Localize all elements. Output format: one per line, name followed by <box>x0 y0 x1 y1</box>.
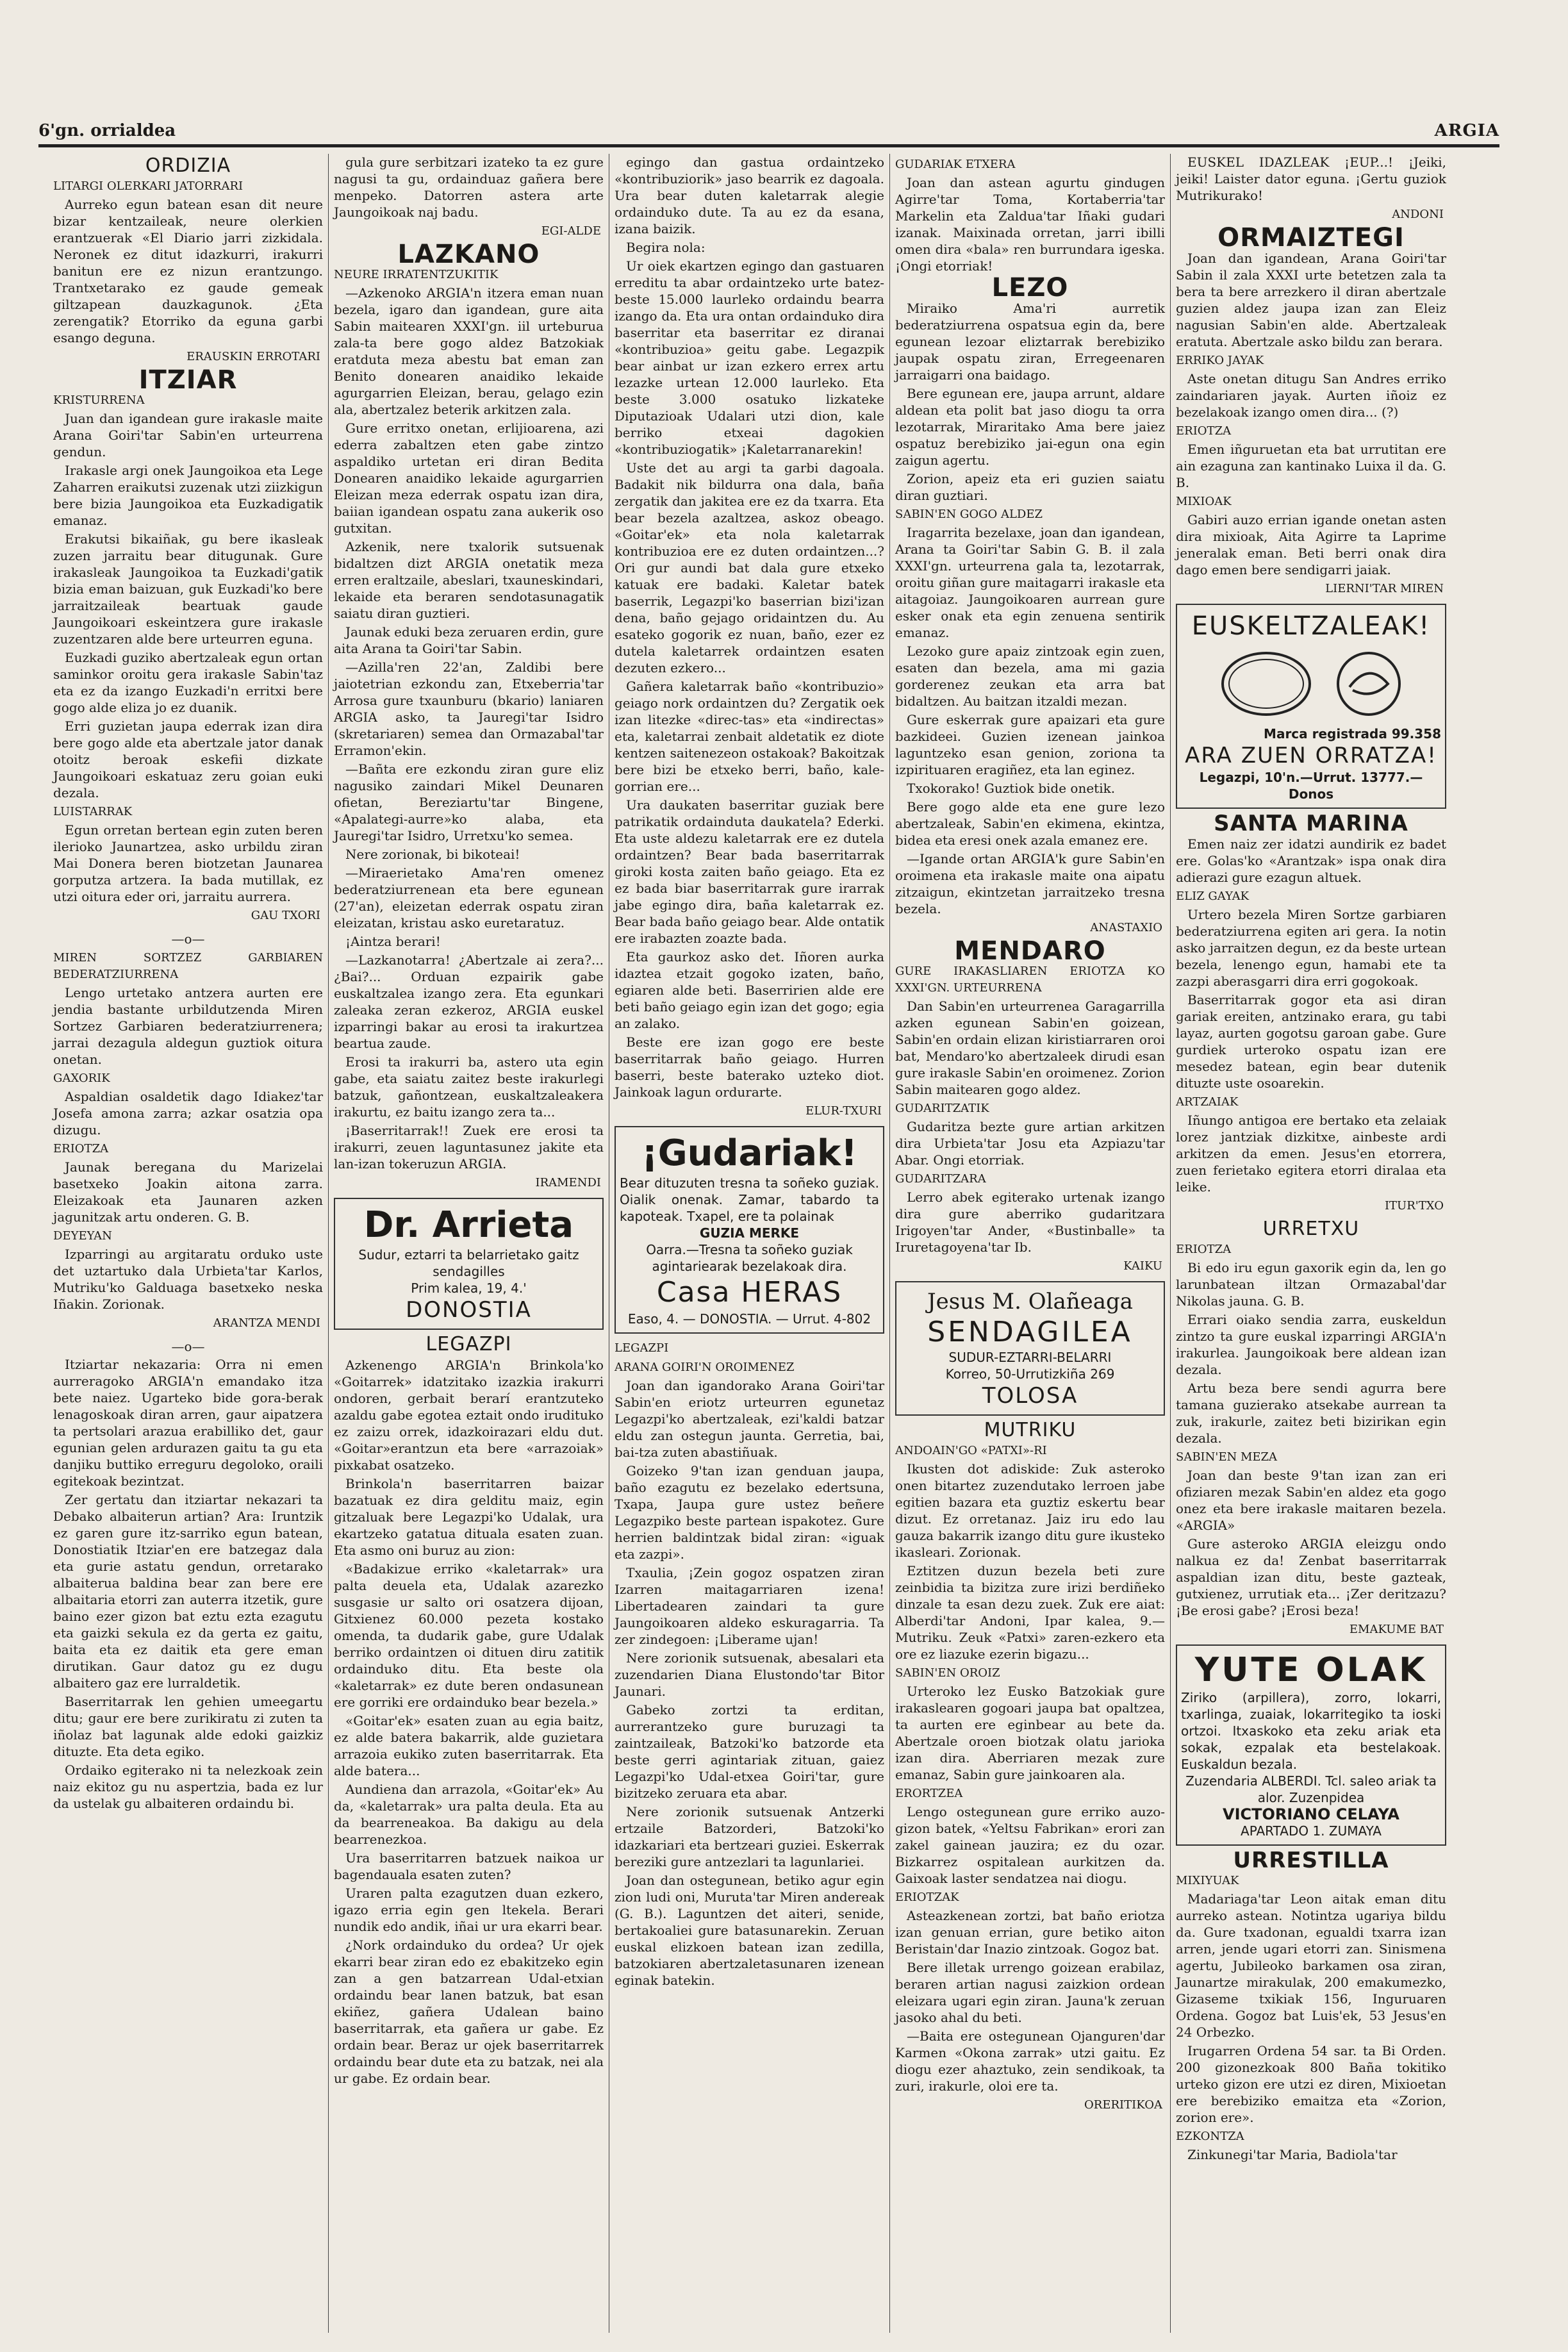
column-3 <box>609 154 890 2333</box>
paragraph: Euzkadi guziko abertzaleak egun ortan saminkor oroitu gera irakasle Sabin'taz eta ez da izango Euzkadi'n erritxi bere gogo alde eliza jo ez duanik. <box>53 650 323 715</box>
paragraph: Txokorako! Guztiok bide onetik. <box>907 781 1116 796</box>
subhead: GUDARIAK ETXERA <box>895 158 1016 171</box>
paragraph: ¡Aintza berari! <box>345 934 441 949</box>
paragraph: Emen iñguruetan eta bat urrutitan ere ain ezaguna zan kantinako Luixa il da. G. B. <box>1176 442 1446 490</box>
signature: ANASTAXIO <box>1090 921 1162 934</box>
paragraph: Joan dan ostegunean, betiko agur egin zion ludi oni, Muruta'tar Miren andereak (G. B.). Laguntzen det aiteri, senide, bertakoaliei gure batasunarekin. Zeruan euskal elizkoen batean izan zedilla, batzokiaren abertzaletasunaren izenean eginak batekin. <box>615 1873 884 1988</box>
paragraph: Zer gertatu dan itziartar nekazari ta Debako albaiterun artian? Ara: Iruntzik ez garen gure itz-sarriko egun batean, Donostiatik Itziar'en ere batzegaz dala eta gurie astatu gendun, orretarako albaiterua baldina bear zan bere ere albaitaria etorri zan auterra itzetik, gure baino ezer gizon bat eztu ezta ezagutu eta gaizki sekula ez da gerta ez gaitu, baita eta ez daitik eta gere eman dirutikan. Gaur datoz gu ez dugu albaitero gaz ere lurraldetik. <box>53 1492 323 1691</box>
paragraph: —Lazkanotarra! ¿Abertzale ai zera?... ¿Bai?... Orduan ezpairik gabe euskaltzalea izango zera. Eta egunkari zaleaka zeran ezkeroz, ARGIA euskel izparringi bakar au erosi ta irakurtzea beartua zaude. <box>334 952 604 1051</box>
paragraph: ¡Baserritarrak!! Zuek ere erosi ta irakurri, zeuen laguntasunez jakite eta lan-izan tokeruzun ARGIA. <box>334 1123 604 1172</box>
paragraph: Urteroko lez Eusko Batzokiak gure irakaslearen gogoari jaupa bat opaltzea, ta aurten ere eginbear au bete da. Abertzale oroen biotzak olatu jarioka izan dira. Aberriaren mezak zure emanaz, Sabin gure jainkoaren ala. <box>895 1684 1165 1782</box>
subhead: GUDARITZARA <box>895 1172 986 1186</box>
subhead: ELIZ GAYAK <box>1176 890 1250 903</box>
ad-line: Marca registrada 99.358 <box>1264 726 1441 741</box>
ad-text: Bear dituzuten tresna ta soñeko guziak. Oialik onenak. Zamar, tabardo ta kapoteak. Txapel, ere ta polainak <box>620 1175 879 1224</box>
paragraph: Uste det au argi ta garbi dagoala. Badakit nik bildurra ona dala, baña zergatik dan jakitea ere ez da txarra. Eta bear bezela azaltzea, askoz obeago. «Goitar'ek» eta nola kaletarrak kontribuzioa ere ez duten ordaintzen...? Ori gur aundi bat dala gure etxeko katuak ere badaki. Kaletar batek baserrik, Legazpi'ko baserrian bizi'izan dena, baño gejago oridaintzen du. Au esateko gogorik ez nuan, baño, ezer ez dutela kaletarrek ordaintzen esaten dezuten ezkero... <box>615 460 884 675</box>
paragraph: Egun orretan bertean egin zuten beren ilerioko Jaunartzea, asko urbildu ziran Mai Donera beren biotzetan Jaunarea gorputza artzera. Ia bada mutillak, ez utzi oitura eder ori, jarraitu aurrera. <box>53 822 323 904</box>
paragraph: ¿Nork ordainduko du ordea? Ur ojek ekarri bear ziran edo ez ebakitzeko egin zan a gen batzarrean Udal-etxian ordaindu bear lanen batzuk, bat esan ekiñez, gañera Udalean baino baserritarrak, eta gañera ur gabe. Ez ordain bear. Beraz ur ojek baserritarrek ordaindu bear dute eta zu batzak, nei ala ur gabe. Ez ordain bear. <box>334 1937 604 2086</box>
advertisement-olaneaga <box>895 1281 1165 1416</box>
paragraph: Brinkola'n baserritarren baizar bazatuak ez dira gelditu maiz, egin gitzaluak bere Legazpi'ko Udalak, ura ekartzeko gatatua dituala esaten zuan. Eta asmo oni buruz au zion: <box>334 1476 604 1558</box>
paragraph: Baserritarrak len gehien umeegartu ditu; gaur ere bere zurikiratu zi zuten ta iñolaz bat lagunak alde edoki gaizkiz dituzte. Eta deta egiko. <box>53 1694 323 1759</box>
page-header <box>38 112 1499 147</box>
paragraph: Nere zorionik sutsuenak Antzerki ertzaile Batzorderi, Batzoki'ko idazkariari eta bertzeari guziei. Eskerrak bereziki gure antzezlari ta lagunlariei. <box>615 1804 884 1869</box>
subhead: ERORTZEA <box>895 1787 963 1800</box>
subhead: GUDARITZATIK <box>895 1102 989 1115</box>
ad-text: Ziriko (arpillera), zorro, lokarri, txarlinga, zuaiak, lokarritegiko ta ioski ortzoi. Itxaskoko eta zeku ariak eta sokak, ezpalak eta bestelakoak. Euskaldun bezala. <box>1181 1690 1441 1772</box>
paragraph: Txaulia, ¡Zein gogoz ospatzen ziran Izarren maitagarriaren izena! Libertadearen zaindari ta gure Jaungoikoaren aldeko eskuragarria. Ta zer zindegoen: ¡Liberame ujan! <box>615 1565 884 1647</box>
subhead: GURE IRAKASLIAREN ERIOTZA KO XXXI'GN. URTEURRENA <box>895 965 1165 995</box>
subhead: SABIN'EN GOGO ALDEZ <box>895 508 1043 521</box>
section-title-legazpi: LEGAZPI <box>425 1333 512 1355</box>
paragraph: Eta gaurkoz asko det. Iñoren aurka idaztea etzait gogoko izaten, baño, egiaren alde beti. Baserririen alde ere beti baño geiago egin izan det gogo; egia an zalako. <box>615 949 884 1031</box>
paragraph: Erri guzietan jaupa ederrak izan dira bere gogo alde eta abertzale jator danak otoitz beroak eskefii dizkate Jaungoikoari eskatuaz zeru goian euki dezala. <box>53 718 323 800</box>
paragraph: Aurreko egun batean esan dit neure bizar kentzaileak, neure olerkien erantzuerak «El Diario jarri zizkidala. Neronek ez ditut idazkurri, irakurri banitun ere ez nizun erantzungo. Trantxetarako ez gaude gemeak giltzapean dauzkagunok. ¿Eta zerengatik? Etorriko da eguna garbi esango deguna. <box>53 197 323 345</box>
paragraph: Joan dan astean agurtu gindugen Agirre'tar Toma, Kortaberria'tar Markelin eta Zaldua'tar Iñaki gudari izanak. Maixinada orretan, jarri ibilli omen dira «bala» ren burrundara igeska. ¡Ongi etorriak! <box>895 175 1165 274</box>
paragraph: «Badakizue erriko «kaletarrak» ura palta deuela eta, Udalak azarezko susgasie ur salto ori osatzera dijoan, Gitxienez 60.000 pezeta kostako omenda, ta dudarik gabe, gure Udalak berriko ordaintzen oi dituen diru zatitik ordainduko ditu. Eta beste ola «kaletarrak» ez dute beren ondasunean ere gorriki ere ordainduko bear bezela.» <box>334 1561 604 1710</box>
subhead: KRISTURRENA <box>53 393 145 407</box>
paragraph: Joan dan igandean, Arana Goiri'tar Sabin il zala XXXI urte betetzen zala ta bera ta bere arrezkero il diran abertzale guzien aldez jaupa izan zan Eleiz nagusian Sabin'en alde. Abertzaleak eratuta. Abertzale asko bildu zan berara. <box>1176 251 1446 349</box>
ad-line: Sudur, eztarri ta belarrietako gaitz <box>358 1247 579 1263</box>
paragraph: Miraiko Ama'ri aurretik bederatziurrena ospatsua egin da, bere egunean lezoar eliztarrak berebiziko jaupak ospatu ziran, Erregeenaren jarraigarri ona baidago. <box>895 301 1165 383</box>
subhead: NEURE IRRATENTZUKITIK <box>334 268 499 281</box>
paragraph: Erakutsi bikaiñak, gu bere ikasleak zuzen jarraitu bear ditugunak. Gure irakasleak Jaungoikoa ta Euzkadi'gatik bizia eman baizuan, guk Euzkadi'ko bere jarraitzaileak beartuak gaude Jaungoikoari eskeintzera gure irakasle zuzentzaren alde bere urteurren eguna. <box>53 531 323 647</box>
column-1 <box>48 154 329 2333</box>
ad-title: YUTE OLAK <box>1194 1651 1428 1689</box>
paragraph: Aspaldian osaldetik dago Idiakez'tar Josefa amona zarra; azkar osatzia opa dizugu. <box>53 1089 323 1138</box>
paragraph: Ura baserritarren batzuek naikoa ur bagendauala esaten zuten? <box>334 1850 604 1882</box>
paragraph: Baserritarrak gogor eta asi diran gariak ereiten, antzinako erara, gu tabi layaz, aurten gogotsu garoan gabe. Gure gurdiek urteroko ospatu izan ere mesedez batean, egin bear dutenik dituzte uste osoarekin. <box>1176 992 1446 1091</box>
ad-city: DONOSTIA <box>406 1297 532 1323</box>
paragraph: «Goitar'ek» esaten zuan au egia baitz, ez alde batera bakarrik, alde guzietara arrazoia eukiko zuten baserritarrak. Eta alde batera... <box>334 1713 604 1778</box>
section-title-lazkano: LAZKANO <box>397 240 540 269</box>
section-title-itziar: ITZIAR <box>138 365 238 395</box>
paragraph: Bere gogo alde eta ene gure lezo abertzaleak, Sabin'en ekimena, ekintza, bidea eta eresi onek azala emanez ere. <box>895 799 1165 848</box>
signature: EMAKUME BAT <box>1349 1623 1444 1636</box>
section-title-mendaro: MENDARO <box>954 936 1106 966</box>
paragraph: Itziartar nekazaria: Orra ni emen aurreragoko ARGIA'n emandako itza bete naiez. Ugarteko bide gora-berak lenagoskoak diran arren, gaur aipatzera ta pertsolari arazua erabilliko det, gaur egunian gelen ardurazen gaitu ta gu eta danjiku buttiko erreguru degoloko, oraili egitekoak bezintzat. <box>53 1357 323 1489</box>
ad-name: Jesus M. Olañeaga <box>927 1289 1134 1314</box>
subhead: GAXORIK <box>53 1072 110 1085</box>
advertisement-euskeltzaleak <box>1176 604 1446 809</box>
arieta-logo-icon <box>1218 649 1314 719</box>
column-5 <box>1171 154 1451 2333</box>
separator: —o— <box>171 931 205 947</box>
subhead: MIREN SORTZEZ GARBIAREN BEDERATZIURRENA <box>53 951 323 981</box>
paragraph: Begira nola: <box>626 240 706 255</box>
subhead: ERRIKO JAYAK <box>1176 354 1264 367</box>
paragraph: Aundiena dan arrazola, «Goitar'ek» Au da, «kaletarrak» ura palta deula. Eta au da bearreneakoa. Ba dakigu au dela bearrenezkoa. <box>334 1782 604 1847</box>
ad-name: VICTORIANO CELAYA <box>1223 1805 1399 1823</box>
signature: ERAUSKIN ERROTARI <box>186 350 320 363</box>
paragraph: —Miraerietako Ama'ren omenez bederatziurrenean eta bere egunean (27'an), eleizetan ederrak ospatu ziran eleizatan, kristau asko euretaratuz. <box>334 865 604 931</box>
paragraph: Eztitzen duzun bezela beti zure zeinbidia ta bizitza zure irizi berdiñeko dinzale ta esan dezu zuek. Zuk ere aiat: Alberdi'tar Andoni, Ipar kalea, 9.—Mutriku. Zeuk «Patxi» zaren-ezkero eta ore ez liazuke ezerin bigazu... <box>895 1563 1165 1662</box>
paragraph: Zorion, apeiz eta eri guzien saiatu diran guztiari. <box>895 471 1165 503</box>
paragraph: Ikusten dot adiskide: Zuk asteroko onen bitartez zuzendutako lerroen jabe egitien bazara eta guztiz eskertu bear dizut. Ez orretanaz. Jaiz iru edo lau gauza bakarrik izango ditu gure ikusteko ikasleari. Zorionak. <box>895 1461 1165 1560</box>
subhead: ERIOTZA <box>1176 1243 1232 1256</box>
paragraph: Bere egunean ere, jaupa arrunt, aldare aldean eta polit bat jaso diogu ta orra lezotarrak, Miraritako Ama bere jaiez ospatuz berebiziko jai-egun ona egin zaigun agertu. <box>895 386 1165 468</box>
ad-address: Korreo, 50-Urrutizkiña 269 <box>945 1366 1115 1382</box>
paragraph: Ur oiek ekartzen egingo dan gastuaren erreditu ta abar ordaintzeko urte batez-beste 15.000 laurleko ordaindu bearra izango da. Eta ura ontan ordainduko dira baserritar eta baserritar ez diranai «kontribuzioa» geitu gabe. Legazpik bear ainbat ur izan ezkero errex artu lezazke urtean 12.000 laurleko. Eta beste 3.000 osatuko lizkateke Diputazioak Udalari utzi dion, kale berriko etxeai dagokien «kontribuziogatik» ¡Kaletarranarekin! <box>615 258 884 457</box>
advertisement-dr-arrieta <box>334 1198 604 1330</box>
paragraph: Bere illetak urrengo goizean erabilaz, beraren artian nagusi zaizkion ordean eleizara ugari egin ziran. Jauna'k zeruan jasoko ahal du beti. <box>895 1960 1165 2025</box>
subhead: DEYEYAN <box>53 1229 112 1243</box>
ad-address: Legazpi, 10'n.—Urrut. 13777.—Donos <box>1199 770 1423 802</box>
paragraph: Irakasle argi onek Jaungoikoa eta Lege Zaharren eraikutsi zuzenak utzi ziizkigun bere bizia Jaungoikoa eta Euzkadigatik emanaz. <box>53 463 323 528</box>
ad-text: Oarra.—Tresna ta soñeko guziak agintariearak bezelakoak dira. <box>646 1242 853 1274</box>
paragraph: —Igande ortan ARGIA'k gure Sabin'en oroimena eta irakasle maite ona aipatu zitzaigun, ekintzetan jarraitzeko tresna bezela. <box>895 851 1165 916</box>
ad-address: APARTADO 1. ZUMAYA <box>1241 1823 1382 1839</box>
paragraph: egingo dan gastua ordaintzeko «kontribuziorik» jaso bearrik ez dagoala. Ura bear duten kaletarrak alegie ordainduko dute. Ta au ez da esana, izana baizik. <box>615 154 884 236</box>
paragraph: Ura daukaten baserritar guziak bere patrikatik ordainduta daukatela? Ederki. Eta uste aldezu kaletarrak ere ez dutela ordaintzen? Bear bada baserritarrak giroki kosta zaiten baño geiago. Eta ez ez bada biar baserritarrak gure irarrak jabe egingo dira, baña kaletarrak ez. Bear bada baño geiago bear. Alde ontatik ere irabazten zoazte bada. <box>615 797 884 946</box>
paragraph: Azkenengo ARGIA'n Brinkola'ko «Goitarrek» idatzitako izazkia irakurri ondoren, gerbait berarí erantzuteko azaldu gabe egotea eztait ondo irudituko ez zaizu orrek, idazkoirazari eldu dut. «Goitar»erantzun eta bere «arrazoiak» pixkabat osatzeko. <box>334 1357 604 1473</box>
paragraph: Erosi ta irakurri ba, astero uta egin gabe, eta saiatu zaitez beste irakurlegi batzuk, gañontzean, euskaltzaleakera irakurtu, ez baitu izango zera ta... <box>334 1054 604 1120</box>
paragraph: Izparringi au argitaratu orduko uste det uztartuko dala Urbieta'tar Karlos, Mutriku'ko Galduaga basetxeko neska Iñakin. Zorionak. <box>53 1246 323 1312</box>
ad-text: Zuzendaria ALBERDI. Tcl. saleo ariak ta alor. Zuzenpidea <box>1185 1773 1437 1805</box>
subhead: LUISTARRAK <box>53 805 133 818</box>
signature: EGI-ALDE <box>541 224 601 238</box>
section-title-urretxu: URRETXU <box>1262 1218 1360 1240</box>
paragraph: —Azkenoko ARGIA'n itzera eman nuan bezela, igaro dan igandean, gure aita Sabin maitearen XXXI'gn. iil urteburua zala-ta bere gogo aldez Batzokiak eratduta meza abestu bat eman zan Benito donearen anaidiko lekaide agurgarrien Eleizan, berau, gelago ezin ala, abertzalez beterik arkitzen zala. <box>334 285 604 417</box>
subhead: LITARGI OLERKARI JATORRARI <box>53 179 243 193</box>
subhead: MIXIOAK <box>1176 495 1232 508</box>
subhead: ERIOTZAK <box>895 1891 959 1904</box>
paragraph: Asteazkenean zortzi, bat baño eriotza izan genuan errian, gure betiko aiton Beristain'dar Inazio zintzoak. Gogoz bat. <box>895 1908 1165 1957</box>
paragraph: Gudaritza bezte gure artian arkitzen dira Urbieta'tar Josu eta Azpiazu'tar Abar. Ongi etorriak. <box>895 1119 1165 1168</box>
subhead: SABIN'EN MEZA <box>1176 1450 1278 1464</box>
section-title-santa-marina: SANTA MARINA <box>1214 811 1408 836</box>
paragraph: Jaunak eduki beza zeruaren erdin, gure aita Arana ta Goiri'tar Sabin. <box>334 624 604 656</box>
signature: ELUR-TXURI <box>805 1104 882 1118</box>
subhead: ANDOAIN'GO «PATXI»-RI <box>895 1444 1047 1457</box>
paragraph: Gañera kaletarrak baño «kontribuzio» geiago nork ordaintzen du? Zergatik oek izan litezke «direc-tas» eta «indirectas» eta, kaletarrai zenbait aldetatik ez diote kentzen saitenezeon ostakoak? Bakoitzak bere bizi be etxeko berri, baño, kale-gorrian ere... <box>615 679 884 794</box>
paragraph: Goizeko 9'tan izan genduan jaupa, baño ezagutu ez bezelako edertsuna, Txapa, Jaupa gure ustez beñere Legazpiko beste partean ispakotez. Gure herrien baldintzak bidal ziran: «iguak eta zazpi». <box>615 1463 884 1562</box>
column-2 <box>329 154 609 2333</box>
subhead: ARANA GOIRI'N OROIMENEZ <box>615 1361 795 1374</box>
paragraph: Emen naiz zer idatzi aundirik ez badet ere. Golas'ko «Arantzak» ispa onak dira adierazi gure ezagun altuek. <box>1176 836 1446 885</box>
ad-title: ARA ZUEN ORRATZA! <box>1185 743 1437 768</box>
paragraph: Gabeko zortzi ta erditan, aurrerantzeko gure buruzagi ta zaintzaileak, Batzoki'ko batzorde eta beste gerri agintariak zituan, gaiez Legazpi'ko Udal-etxea Goiri'tar, gure bizitzeko zeruara eta abar. <box>615 1702 884 1801</box>
section-title-urrestilla: URRESTILLA <box>1233 1848 1389 1873</box>
paragraph: Madariaga'tar Leon aitak eman ditu aurreko astean. Notintza ugariya bildu da. Gure txadonan, egualdi txarra izan arren, jende ugari etorri zan. Sinismena agertu, Jubileoko barkamen osa ziran, Jaunartze mirakulak, 200 emakumezko, Gizaseme txikiak 156, Inguruaren Ordena. Gogoz bat Luis'ek, 53 Jesus'en 24 Orbezko. <box>1176 1891 1446 2040</box>
paragraph: Lerro abek egiterako urtenak izango dira gure aberriko gudaritzara Irigoyen'tar Ander, «Bustinballe» ta Iruretagoyena'tar Ib. <box>895 1189 1165 1255</box>
paragraph: —Baita ere ostegunean Ojanguren'dar Karmen «Okona zarrak» utzi gaitu. Ez diogu ezer ahaztuko, zein sendikoak, ta zuri, irakurle, oloi ere ta. <box>895 2028 1165 2094</box>
paragraph: Gure asteroko ARGIA eleizgu ondo nalkua ez da! Zenbat baserritarrak aspaldian izan ditu, beste gazteak, gutxienez, urrutiak eta... ¡Zer deritzazu? ¡Be erosi gabe? ¡Erosi beza! <box>1176 1536 1446 1618</box>
ad-title: EUSKELTZALEAK! <box>1191 611 1431 641</box>
paragraph: —Bañta ere ezkondu ziran gure eliz nagusiko zaindari Mikel Deunaren ofietan, Bereziartu'tar Bingene, «Apalategi-aurre»ko alaba, eta Jauregi'tar Isidro, Urretxu'ko semea. <box>334 761 604 843</box>
paragraph: Nere zorionik sutsuenak, abesalari eta zuzendarien Diana Elustondo'tar Bitor Jaunari. <box>615 1650 884 1699</box>
paragraph: —Azilla'ren 22'an, Zaldibi bere jaiotetrian ezkondu zan, Etxeberria'tar Arrosa gure txaunburu (bkario) laniaren ARGIA asko, ta Jauregi'tar Isidro (skretariaren) semea dan Ormazabal'tar Erramon'ekin. <box>334 659 604 758</box>
signature: ARANTZA MENDI <box>213 1316 320 1330</box>
euskera-logo-icon <box>1333 649 1404 719</box>
ad-title: Dr. Arrieta <box>363 1204 574 1246</box>
separator: —o— <box>171 1339 205 1354</box>
signature: GAU TXORI <box>251 909 320 922</box>
paragraph: Aste onetan ditugu San Andres erriko zaindariaren jayak. Aurten iñoiz ez bezelakoak izango omen dira... (?) <box>1176 371 1446 420</box>
paragraph: Lengo ostegunean gure erriko auzo-gizon batek, «Yeltsu Fabrikan» erori zan zakel gainean jauzira; ez du ozar. Bizkarrez ospitalean aurkitzen da. Gaixoak laster sendatzea nai diogu. <box>895 1804 1165 1886</box>
subhead: ERIOTZA <box>53 1142 109 1155</box>
newspaper-columns <box>48 154 1503 2333</box>
signature: ORERITIKOA <box>1084 2098 1162 2112</box>
paragraph: Beste ere izan gogo ere beste baserritarrak baño geiago. Hurren baserri, beste baterako uzteko diot. Jainkoak lagun ordurarte. <box>615 1034 884 1100</box>
advertisement-yute-olak <box>1176 1644 1446 1846</box>
paragraph: Uraren palta ezagutzen duan ezkero, igazo erria egin gen ltekela. Berari nundik edo andik, iñai ur ura ekarri bear. <box>334 1885 604 1934</box>
paragraph: Azkenik, nere txalorik sutsuenak bidaltzen dizt ARGIA onetatik meza erren eraltzaile, abeslari, txauneskindari, lekaide eta beraren sendotasunagatik saiatu diran guztieri. <box>334 539 604 621</box>
paragraph: Bi edo iru egun gaxorik egin da, len go larunbatean iltzan Ormazabal'dar Nikolas jauna. G. B. <box>1176 1260 1446 1309</box>
subhead: EZKONTZA <box>1176 2130 1244 2143</box>
subhead: ARTZAIAK <box>1176 1095 1239 1109</box>
paragraph: Jaunak beregana du Marizelai basetxeko Joakin aitona zarra. Eleizakoak eta Jaunaren azken jagunitzak artu onderen. G. B. <box>53 1159 323 1225</box>
paragraph: Gabiri auzo errian igande onetan asten dira mixioak, Aita Agirre ta Laprime jeneralak eman. Beti berri onak dira dago emen bere sendigarri jaiak. <box>1176 512 1446 577</box>
ad-city: TOLOSA <box>982 1383 1078 1409</box>
ad-title: Casa HERAS <box>656 1276 843 1309</box>
paragraph: Errari oiako sendia zarra, euskeldun zintzo ta gure euskal izparringi ARGIA'n irakurlea. Jaungoikoak bere aldean izan dezala. <box>1176 1312 1446 1377</box>
section-title-mutriku: MUTRIKU <box>984 1419 1077 1441</box>
paragraph: Lezoko gure apaiz zintzoak egin zuen, esaten dan bezela, ama mi gazia gorderenez zeukan eta arra bat bidaltzen. Au baitzan itzaldi mezan. <box>895 643 1165 709</box>
section-title-ordizia: ORDIZIA <box>145 154 231 177</box>
signature: IRAMENDI <box>535 1176 601 1189</box>
paragraph: Ordaiko egiterako ni ta nelezkoak zein naiz ekitoz gu nu aspertzia, bada ez lur da ustelak gu albaiteren ordaindu bi. <box>53 1762 323 1811</box>
signature: LIERNI'TAR MIREN <box>1325 582 1444 595</box>
paragraph: Gure eskerrak gure apaizari eta gure bazkideei. Guzien izenean jainkoa laguntzeko esan genion, zoriona ta izpirituaren eragiñez, eta lan eginez. <box>895 712 1165 777</box>
paragraph: Juan dan igandean gure irakasle maite Arana Goiri'tar Sabin'en urteurrena gendun. <box>53 411 323 460</box>
page-number: 6'gn. orrialdea <box>38 121 176 140</box>
paragraph: Artu beza bere sendi agurra bere tamana guzierako atsekabe aurrean ta zuk, irakurle, zaitez beti bizirikan egin dezala. <box>1176 1380 1446 1446</box>
signature: ITUR'TXO <box>1384 1199 1444 1213</box>
ad-line: Prim kalea, 19, 4.' <box>411 1280 527 1296</box>
column-4 <box>890 154 1171 2333</box>
section-title-ormaiztegi: ORMAIZTEGI <box>1217 223 1405 253</box>
ad-line: sendagilles <box>433 1264 505 1279</box>
section-title-lezo: LEZO <box>991 273 1069 302</box>
paragraph: Iñungo antigoa ere bertako eta zelaiak lorez jantziak dizkitxe, ainbeste ardi arkitzen da emen. Jesus'en etorrera, zuen ferietako egitera etorri diralaa eta leike. <box>1176 1113 1446 1195</box>
paragraph: Dan Sabin'en urteurrenea Garagarrilla azken egunean Sabin'en goizean, Sabin'en ordain elizan kiristiarraren oroi bat, Mendaro'ko abertzaleek dirudi esan gure irakasle Sabin'en oroimenez. Zorion Sabin maitearen gogo aldez. <box>895 998 1165 1097</box>
paragraph: Zinkunegi'tar Maria, Badiola'tar <box>1187 2147 1398 2162</box>
ad-title: ¡Gudariak! <box>641 1132 857 1174</box>
paragraph: gula gure serbitzari izateko ta ez gure nagusi ta gu, ordainduaz gañera bere menpeko. Datorren astera arte Jaungoikoak naj badu. <box>334 154 604 220</box>
ad-title: SENDAGILEA <box>927 1316 1133 1348</box>
paragraph: Nere zorionak, bi bikoteai! <box>345 847 520 862</box>
paragraph: Joan dan igandorako Arana Goiri'tar Sabin'en eriotz urteurren egunetaz Legazpi'ko abertzaleak, ezi'kaldi batzar eldu zan ostegun jaunta. Gerretia, bai, bai-tza zuten abastiñuak. <box>615 1378 884 1460</box>
signature: ANDONI <box>1392 208 1444 221</box>
paragraph: Lengo urtetako antzera aurten ere jendia bastante urbildutzenda Miren Sortzez Garbiaren bederatziurrenera; jarrai dezagula aldegun guztiok oitura onetan. <box>53 985 323 1067</box>
subhead: MIXIYUAK <box>1176 1874 1239 1887</box>
paragraph: Urtero bezela Miren Sortze garbiaren bederatziurrena egiten ari gera. Ia notin asko jarraitzen degun, ez da beste urtean bezela, lenengo egun, hamabi ete ta zazpi aberasgarri dira erri gogokoak. <box>1176 907 1446 989</box>
subhead: SABIN'EN OROIZ <box>895 1666 1000 1680</box>
paper-name: ARGIA <box>1434 121 1499 140</box>
paragraph: Irugarren Ordena 54 sar. ta Bi Orden. 200 gizonezkoak 800 Baña tokitiko urteko gizon ere utzi ez diren, Mixioetan ere berebiziko emaitza eta «Zorion, zorion ere». <box>1176 2043 1446 2125</box>
ad-line: SUDUR-EZTARRI-BELARRI <box>948 1350 1112 1365</box>
paragraph: Iragarrita bezelaxe, joan dan igandean, Arana ta Goiri'tar Sabin G. B. il zala XXXI'gn. urteurrena gala ta, lezotarrak, oroitu giñan gure maitagarri irakasle eta aitagoiaz. Jaungoikoaren aurrean gure esker onak eta egin zenuena sentirik emanaz. <box>895 525 1165 640</box>
subhead: LEGAZPI <box>615 1341 669 1355</box>
paragraph: EUSKEL IDAZLEAK ¡EUP...! ¡Jeiki, jeiki! Laister dator eguna. ¡Gertu guziok Mutrikurako! <box>1176 154 1446 203</box>
subhead: ERIOTZA <box>1176 424 1232 438</box>
paragraph: Gure erritxo onetan, erlijioarena, azi ederra zabaltzen eten gabe zintzo aspaldiko urtetan eri diran Bedita Donearen anaidiko lekaide agurgarrien Eleizan meza ederrak ospatu izan dira, baiian igandean ospatu zana aukerik oso gutxitan. <box>334 420 604 536</box>
ad-logos <box>1181 649 1441 719</box>
signature: KAIKU <box>1123 1259 1162 1273</box>
paragraph: Joan dan beste 9'tan izan zan eri ofiziaren mezak Sabin'en aldez eta gogo onez eta bere irakasle maitaren bezela. «ARGIA» <box>1176 1468 1446 1533</box>
ad-address: Easo, 4. — DONOSTIA. — Urrut. 4-802 <box>627 1311 871 1327</box>
advertisement-gudariak <box>615 1126 884 1334</box>
ad-line: GUZIA MERKE <box>699 1225 800 1241</box>
